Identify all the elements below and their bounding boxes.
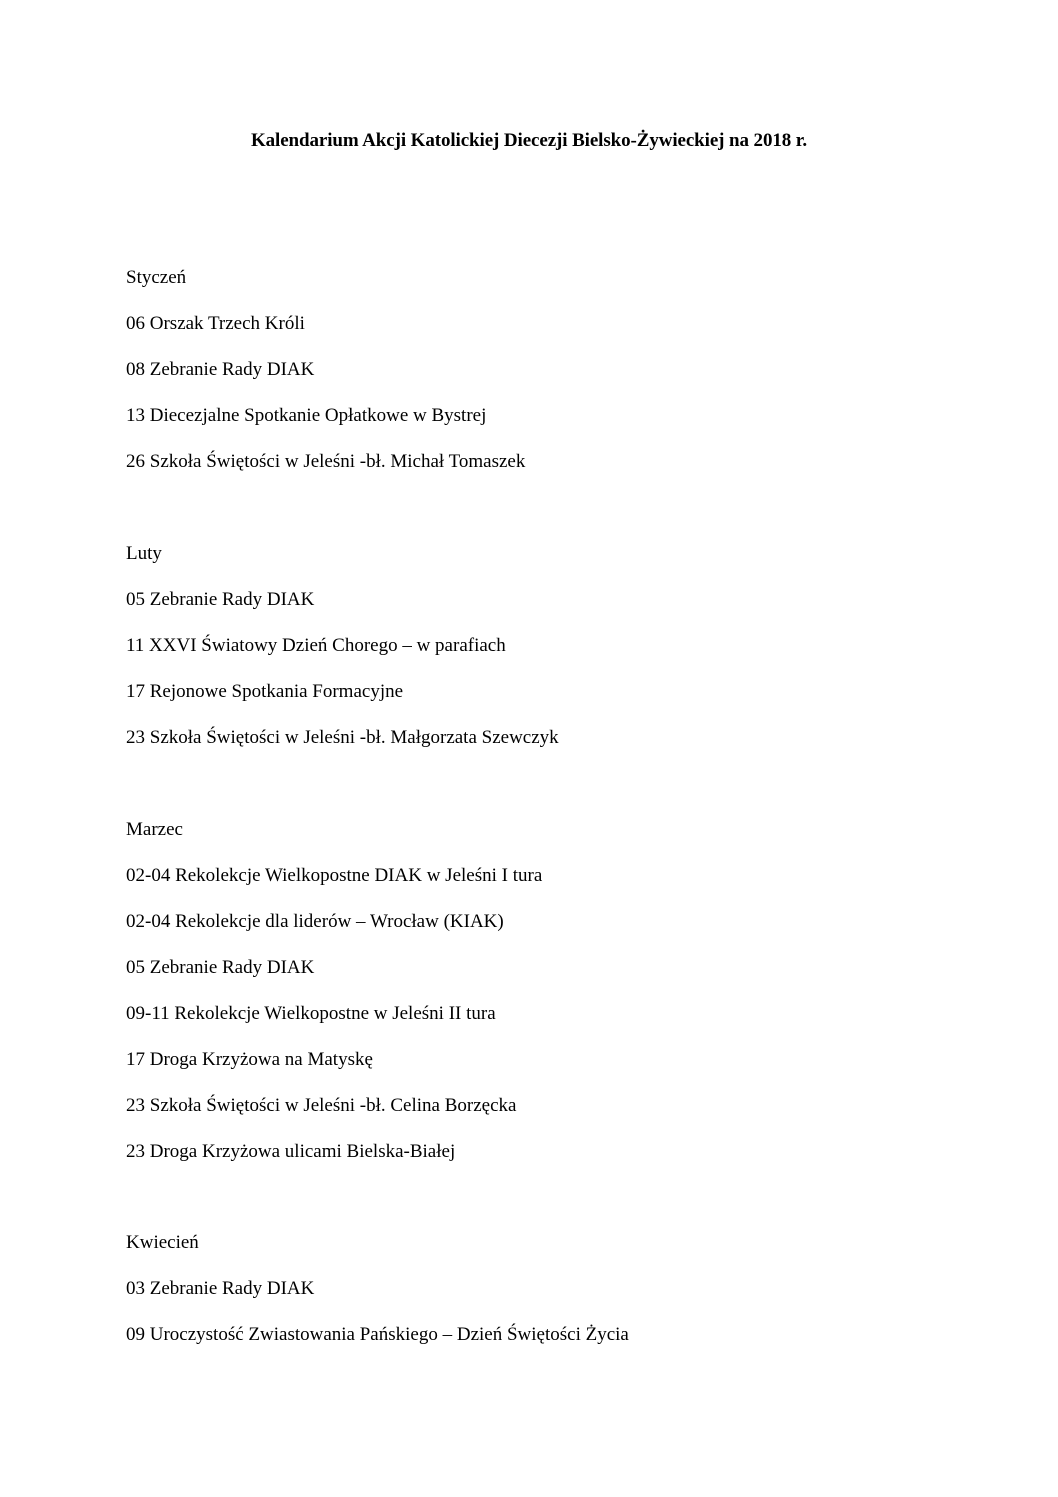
month-heading: Styczeń (126, 267, 187, 288)
month-heading: Kwiecień (126, 1232, 199, 1253)
month-heading: Luty (126, 543, 162, 564)
event-item: 08 Zebranie Rady DIAK (126, 359, 315, 380)
document-title: Kalendarium Akcji Katolickiej Diecezji Bielsko-Żywieckiej na 2018 r. (250, 130, 808, 151)
event-item: 02-04 Rekolekcje dla liderów – Wrocław (KIAK) (126, 911, 504, 932)
event-item: 09-11 Rekolekcje Wielkopostne w Jeleśni II tura (126, 1003, 496, 1024)
month-heading: Marzec (126, 819, 183, 840)
month-section-luty (126, 540, 926, 770)
event-item: 23 Droga Krzyżowa ulicami Bielska-Białej (126, 1141, 456, 1162)
event-item: 05 Zebranie Rady DIAK (126, 957, 315, 978)
month-section-styczen (126, 264, 926, 494)
event-item: 11 XXVI Światowy Dzień Chorego – w parafiach (126, 635, 506, 656)
event-item: 05 Zebranie Rady DIAK (126, 589, 315, 610)
month-section-marzec (126, 816, 926, 1184)
event-item: 09 Uroczystość Zwiastowania Pańskiego – Dzień Świętości Życia (126, 1324, 629, 1345)
event-item: 02-04 Rekolekcje Wielkopostne DIAK w Jeleśni I tura (126, 865, 543, 886)
event-item: 06 Orszak Trzech Króli (126, 313, 305, 334)
event-item: 23 Szkoła Świętości w Jeleśni -bł. Małgorzata Szewczyk (126, 727, 559, 748)
month-section-kwiecien (126, 1229, 926, 1367)
event-item: 23 Szkoła Świętości w Jeleśni -bł. Celina Borzęcka (126, 1095, 517, 1116)
event-item: 03 Zebranie Rady DIAK (126, 1278, 315, 1299)
event-item: 26 Szkoła Świętości w Jeleśni -bł. Michał Tomaszek (126, 451, 526, 472)
event-item: 13 Diecezjalne Spotkanie Opłatkowe w Bystrej (126, 405, 487, 426)
event-item: 17 Rejonowe Spotkania Formacyjne (126, 681, 404, 702)
event-item: 17 Droga Krzyżowa na Matyskę (126, 1049, 373, 1070)
